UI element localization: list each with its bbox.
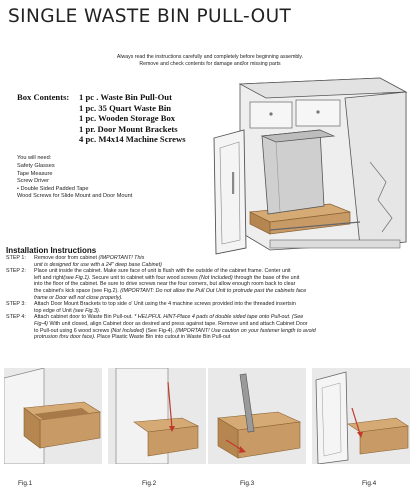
- box-contents-item: 1 pr. Door Mount Brackets: [79, 123, 178, 134]
- step-text-segment: Attach Door Mount Brackets to top side o' Unit using the 4 machine screws provided into the threaded insertsin: [34, 301, 296, 308]
- step-text-segment: .: [98, 307, 101, 314]
- step-line: [34, 281, 410, 288]
- box-contents: [17, 92, 186, 145]
- step-line: [34, 314, 410, 321]
- step-text-segment: protrusion thru door face).: [34, 334, 96, 341]
- step-text-segment: left and right: [34, 274, 64, 281]
- step-label: STEP 2:: [6, 268, 26, 275]
- step-text-segment: (IMPORTANT: Do not allow the Pull Out Unit to protrude past the cabinets face: [120, 287, 307, 294]
- step-text-segment: Fig-4): [34, 320, 48, 327]
- installation-step: [6, 301, 410, 314]
- figure-2: [108, 368, 206, 464]
- step-line: [34, 328, 410, 335]
- figure-1-caption: Fig.1: [18, 480, 33, 487]
- figure-1: [4, 368, 102, 464]
- step-line: [34, 301, 410, 308]
- tools-needed-label: You will need:: [17, 155, 52, 161]
- page-title: SINGLE WASTE BIN PULL-OUT: [8, 6, 292, 27]
- step-text-segment: (see Fig.1): [63, 274, 89, 281]
- step-text-segment: Remove door from cabinet: [34, 255, 99, 261]
- step-text-segment: into the floor of the cabinet. Be sure to drive screws near the four corners, but allow enough room back to clear: [34, 281, 296, 288]
- step-text-segment: Place unit inside the cabinet. Make sure face of unit is flush with the outside of the cabinet frame. Center unit: [34, 268, 291, 275]
- step-text-segment: the cabinet's kick space (see Fig.2).: [34, 287, 121, 294]
- intro-line: Always read the instructions carefully and completely before beginning assembly.: [116, 54, 304, 60]
- step-label: STEP 1:: [6, 255, 26, 261]
- figure-3: [208, 368, 306, 464]
- figure-3-illustration: [208, 368, 306, 464]
- step-text-segment: (Not Included): [110, 327, 145, 334]
- step-text-segment: (see Fig.3): [73, 307, 99, 314]
- cabinet-pullout-illustration: [210, 72, 410, 257]
- tool-item: Screw Driver: [17, 178, 50, 185]
- step-text-segment: (IMPORTANT! Use caution on your fastener length to avoid: [175, 327, 316, 334]
- box-contents-item: 4 pc. M4x14 Machine Screws: [79, 134, 186, 145]
- step-line: [34, 308, 410, 315]
- step-text-segment: Attach cabinet door to Waste Bin Pull-out.: [34, 314, 135, 321]
- step-line: [34, 321, 410, 328]
- step-text-segment: (IMPORTANT! This: [98, 255, 145, 261]
- figure-2-caption: Fig.2: [142, 480, 157, 487]
- installation-step: [6, 268, 410, 301]
- step-text-segment: to Pull-out using 6 wood screws: [34, 327, 111, 334]
- installation-steps: [6, 255, 410, 341]
- figure-4-caption: Fig.4: [362, 480, 377, 487]
- step-text: [34, 268, 410, 301]
- box-contents-item: 1 pc. 35 Quart Waste Bin: [79, 102, 171, 113]
- step-text-segment: unit is designed for use with a 24" deep base Cabinet): [34, 261, 162, 268]
- step-text: [34, 314, 410, 340]
- step-text-segment: (See Fig-4).: [144, 327, 176, 334]
- step-label: STEP 4:: [6, 314, 26, 321]
- installation-step: [6, 255, 410, 268]
- installation-step: [6, 314, 410, 340]
- intro-line: Remove and check contents for damage and/or missing parts: [139, 61, 281, 67]
- step-text-segment: frame or Door will not close properly).: [34, 294, 123, 301]
- step-text-segment: With unit closed, align Cabinet door as desired and press against tape. Remove unit and attach Cabinet Door: [47, 320, 308, 327]
- installation-heading: Installation Instructions: [6, 246, 97, 255]
- step-text-segment: * HELPFUL HINT-Place 4 pads of double sided tape onto Pull-out. (See: [134, 314, 304, 321]
- box-contents-item: 1 pc. Wooden Storage Box: [79, 113, 176, 124]
- box-contents-item: 1 pc . Waste Bin Pull-Out: [79, 92, 172, 102]
- step-text-segment: (Not Included): [199, 274, 233, 281]
- step-line: [34, 268, 410, 275]
- step-line: [34, 255, 410, 262]
- intro-text: [80, 54, 340, 68]
- tool-item: • Double Sided Padded Tape: [17, 185, 89, 192]
- tool-item: Safety Glasses: [17, 163, 55, 170]
- step-text: [34, 255, 410, 268]
- step-text-segment: . Secure unit to cabinet with four wood screws: [88, 274, 200, 281]
- step-line: [34, 334, 410, 341]
- tool-item: Wood Screws for Slide Mount and Door Mount: [17, 193, 133, 200]
- step-text-segment: through the base of the unit: [232, 274, 300, 281]
- tool-item: Tape Measure: [17, 170, 53, 177]
- box-contents-label: Box Contents:: [17, 92, 70, 102]
- figure-4: [312, 368, 410, 464]
- figure-3-caption: Fig.3: [240, 480, 255, 487]
- step-text-segment: Place Plastic Waste Bin into cutout in Waste Bin Pull-out: [95, 334, 231, 341]
- figure-2-illustration: [108, 368, 206, 464]
- step-line: [34, 275, 410, 282]
- figure-1-illustration: [4, 368, 102, 464]
- figure-4-illustration: [312, 368, 410, 464]
- step-line: [34, 262, 410, 269]
- step-line: [34, 295, 410, 302]
- tools-needed: [17, 155, 132, 200]
- step-text: [34, 301, 410, 314]
- step-line: [34, 288, 410, 295]
- step-text-segment: top edge of Unit: [34, 307, 74, 314]
- step-label: STEP 3:: [6, 301, 26, 308]
